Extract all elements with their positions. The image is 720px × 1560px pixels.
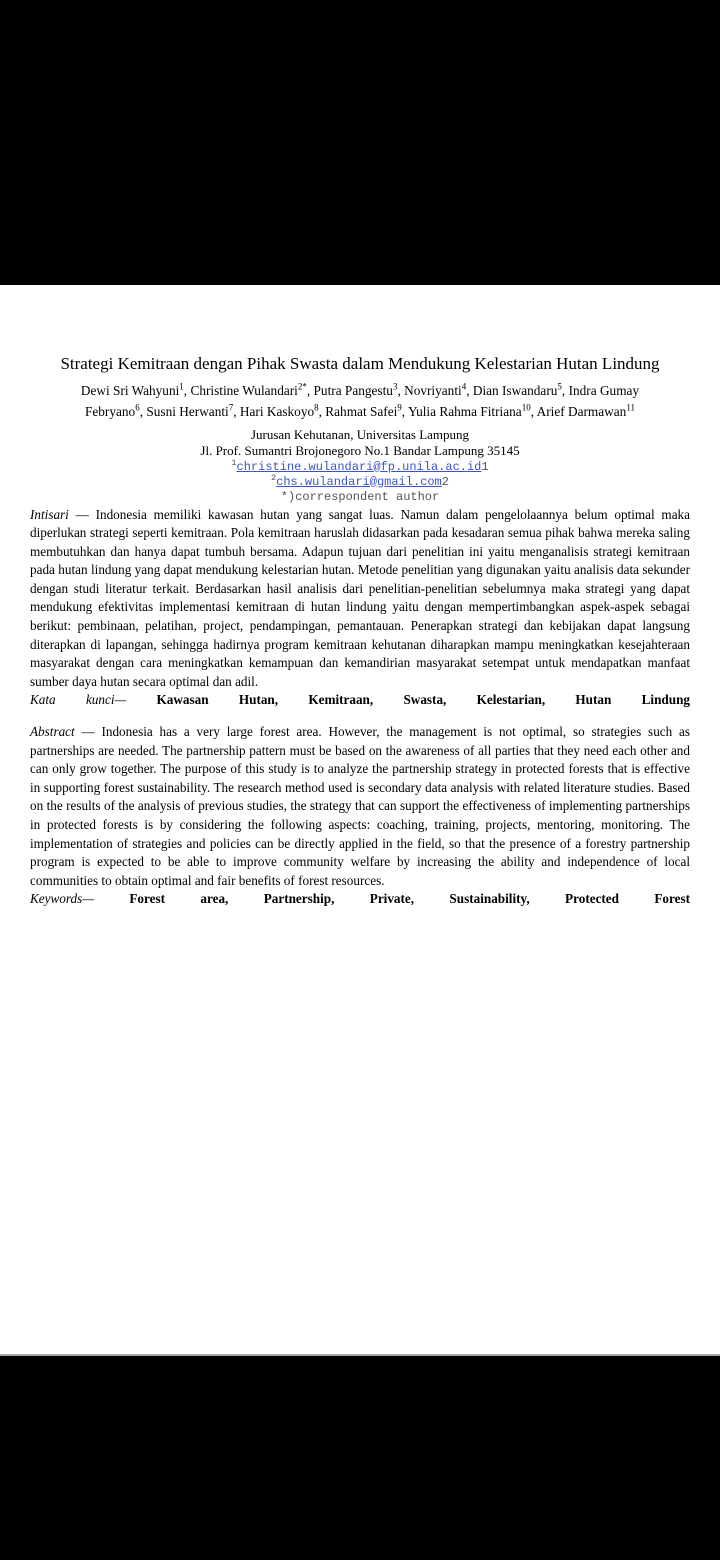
- abstract-label: Abstract: [30, 724, 75, 740]
- email-line-1: [30, 457, 690, 475]
- email-link-2[interactable]: chs.wulandari@gmail.com: [276, 474, 442, 489]
- author-name: Indra Gumay: [568, 382, 640, 398]
- author-separator: ,: [397, 382, 405, 398]
- intisari-paragraph: [30, 506, 690, 692]
- email-line-2: [30, 472, 690, 490]
- author-superscript: 5: [557, 381, 562, 392]
- author-line-1: [30, 380, 690, 401]
- author-separator: ,: [318, 403, 326, 419]
- author-superscript: 2*: [297, 381, 307, 392]
- author-name: Susni Herwanti$^7$,: [146, 402, 240, 419]
- email-superscript-1: 1: [231, 457, 237, 468]
- author-line-2: [30, 401, 690, 422]
- email-superscript-2: 2: [271, 472, 277, 483]
- affiliation-address: Jl. Prof. Sumantri Brojonegoro No.1 Bandar Lampung 35145: [200, 443, 520, 458]
- author-name: Rahmat Safei$^9$,: [325, 402, 408, 419]
- author-name: Hari Kaskoyo$^8$,: [239, 402, 326, 419]
- author-separator: ,: [466, 382, 473, 398]
- author-separator: ,: [401, 403, 408, 419]
- intisari-label: Intisari: [30, 506, 69, 522]
- author-name: Christine Wulandari$^{2*}$,: [190, 381, 314, 398]
- author-superscript: 6: [135, 402, 140, 413]
- author-superscript: 11: [626, 402, 636, 413]
- author-superscript: 9: [397, 402, 402, 413]
- author-separator: ,: [233, 403, 240, 419]
- author-superscript: 1: [179, 381, 184, 392]
- author-name: Dewi Sri Wahyuni$^1$,: [80, 381, 191, 398]
- kata-kunci-terms: Kawasan Hutan, Kemitraan, Swasta, Kelestarian, Hutan Lindung: [156, 692, 691, 708]
- email-block: [30, 457, 690, 504]
- page-content: [0, 285, 720, 909]
- author-separator: ,: [139, 403, 147, 419]
- author-list: [30, 380, 690, 422]
- abstract-paragraph: [30, 723, 690, 890]
- keywords-label: Keywords—: [30, 891, 94, 907]
- author-superscript: 7: [228, 402, 234, 413]
- paper-title: Strategi Kemitraan dengan Pihak Swasta dalam Mendukung Kelestarian Hutan Lindung: [60, 354, 660, 373]
- author-separator: ,: [183, 382, 191, 398]
- author-superscript: 4: [461, 381, 467, 392]
- author-separator: ,: [561, 382, 569, 398]
- email-suffix-1: 1: [481, 459, 489, 474]
- intisari-text: — Indonesia memiliki kawasan hutan yang sangat luas. Namun dalam pengelolaannya belum optimal maka diperlukan strategi seperti kemitraan. Pola kemitraan haruslah didasarkan pada kesadaran semua pihak bahwa mereka saling membutuhkan dan hanya dapat tumbuh bersama. Adapun tujuan dari penelitian ini yaitu menganalisis strategi kemitraan pada hutan lindung yang dapat mendukung kelestarian hutan. Metode penelitian yang digunakan yaitu analisis data sekunder dengan studi literatur terkait. Berdasarkan hasil analisis dari penelitian-penelitian sebelumnya maka strategi yang dapat mendukung efektivitas implementasi kemitraan di hutan lindung yaitu dengan mempertimbangkan aspek-aspek sebagai berikut: pembinaan, pelatihan, project, pendampingan, pemantauan. Penerapkan strategi dan kebijakan dapat langsung diterapkan di lapangan, sehingga hadirnya program kemitraan kehutanan diharapkan mampu meningkatkan kesejahteraan masyarakat dengan cara meningkatkan kemampuan dan kemandirian masyarakat setempat untuk mendapatkan manfaat sumber daya hutan secara optimal dan adil.: [30, 506, 690, 689]
- author-name: Novriyanti$^4$,: [404, 381, 473, 398]
- correspondent-note: *)correspondent author: [280, 489, 440, 504]
- document-page: [0, 285, 720, 1354]
- author-name: Dian Iswandaru$^5$,: [472, 381, 569, 398]
- author-superscript: 8: [314, 402, 319, 413]
- kata-kunci-label: Kata kunci—: [30, 692, 127, 708]
- author-separator: ,: [530, 403, 537, 419]
- keywords-line: [30, 890, 690, 909]
- kata-kunci-line: [30, 691, 690, 710]
- letterbox-top: [0, 0, 720, 285]
- abstract-text: — Indonesia has a very large forest area. However, the management is not optimal, so strategies such as partnerships are needed. The partnership pattern must be based on the awareness of all parties that they need each other and can only grow together. The purpose of this study is to analyze the partnership strategy in protected forests that is effective in supporting forest sustainability. The research method used is secondary data analysis with related literature studies. Based on the results of the analysis of previous studies, the strategy that can support the effectiveness of implementing partnerships in protected forests is by considering the following aspects: coaching, training, projects, mentoring, monitoring. The implementation of strategies and policies can be directly applied in the field, so that the presence of a forestry partnership program is expected to be able to improve community welfare by increasing the ability and independence of local communities to obtain optimal and fair benefits of forest resources.: [30, 724, 690, 888]
- author-name: Putra Pangestu$^3$,: [313, 381, 405, 398]
- affiliation-department: Jurusan Kehutanan, Universitas Lampung: [250, 426, 470, 442]
- author-name: Yulia Rahma Fitriana$^{10}$,: [407, 402, 537, 419]
- email-suffix-2: 2: [441, 474, 449, 489]
- author-superscript: 10: [521, 402, 531, 413]
- author-name: Arief Darmawan$^{11}$: [536, 402, 636, 419]
- author-separator: ,: [306, 382, 314, 398]
- author-name: Febryano$^6$,: [84, 402, 147, 419]
- letterbox-bottom: [0, 1356, 720, 1560]
- author-superscript: 3: [392, 381, 398, 392]
- keywords-terms: Forest area, Partnership, Private, Sustainability, Protected Forest: [129, 891, 691, 907]
- email-link-1[interactable]: christine.wulandari@fp.unila.ac.id: [236, 459, 482, 474]
- affiliation-block: [30, 427, 690, 460]
